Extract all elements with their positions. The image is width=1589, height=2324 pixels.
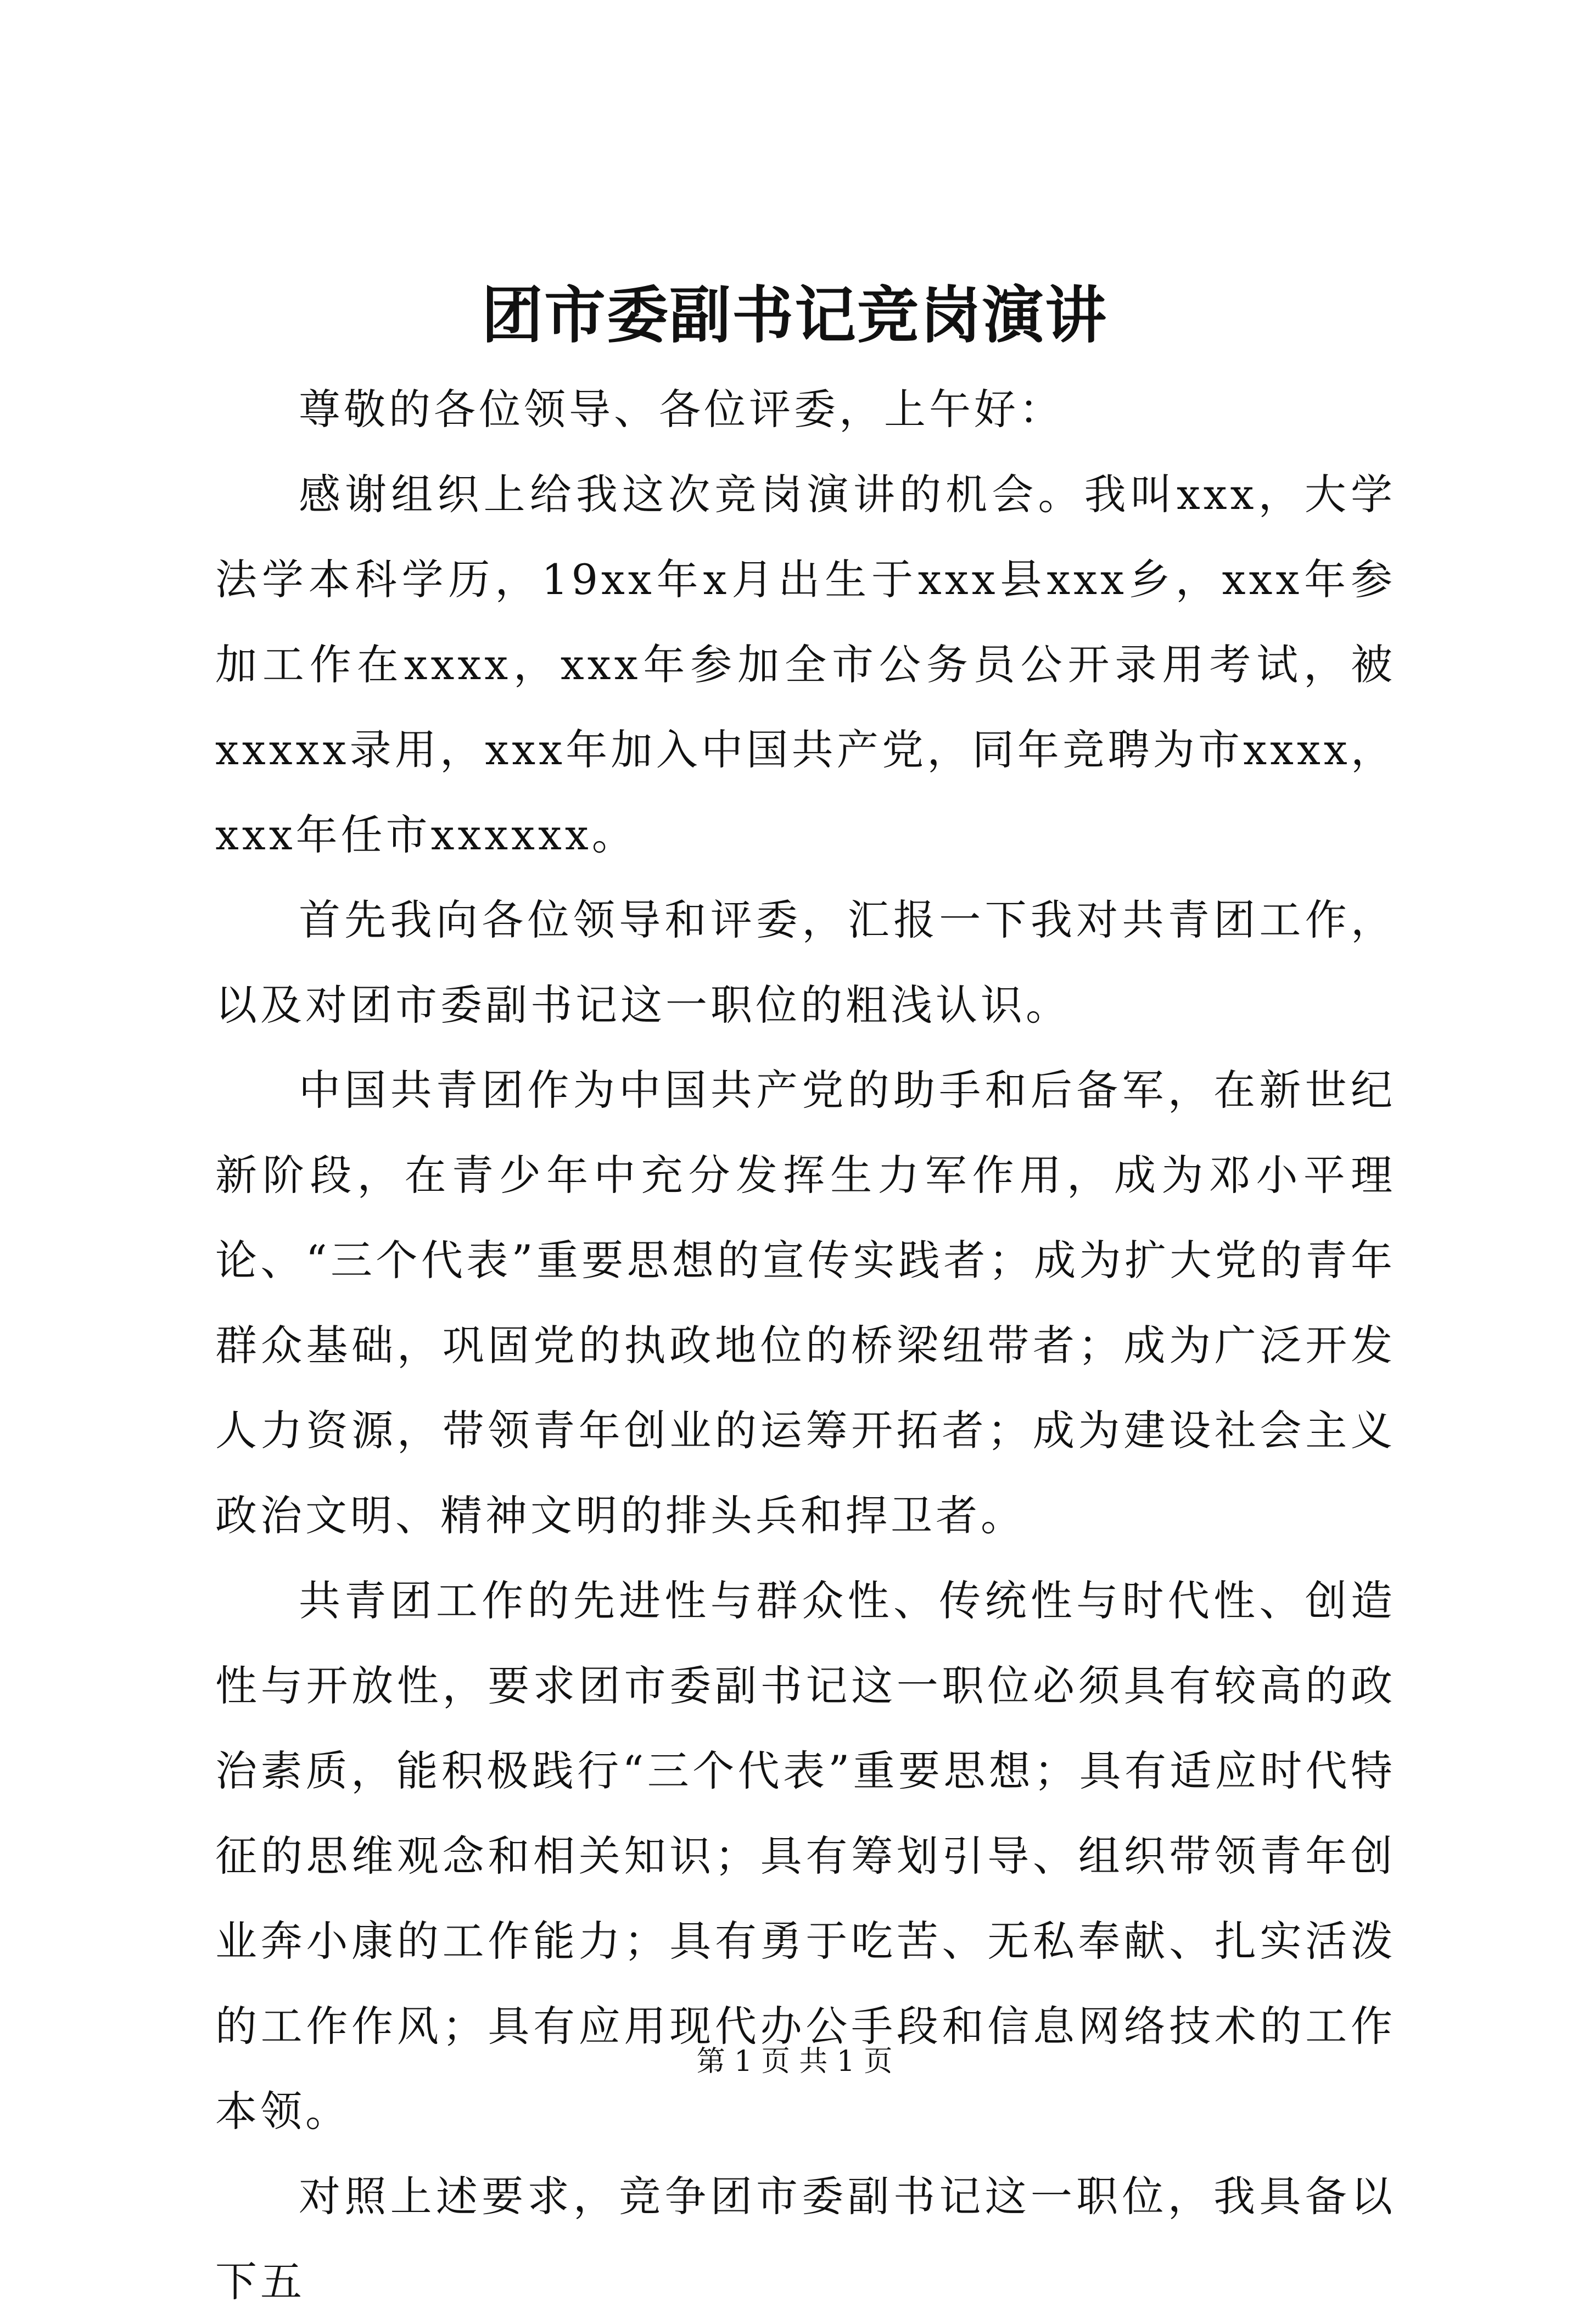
document-title: 团市委副书记竞岗演讲 xyxy=(482,279,1107,351)
paragraph-qualifications: 对照上述要求，竞争团市委副书记这一职位，我具备以下五 xyxy=(215,2172,1396,2306)
paragraph-self-introduction: 感谢组织上给我这次竞岗演讲的机会。我叫xxx，大学法学本科学历，19xx年x月出生于xxx县xxx乡，xxx年参加工作在xxxx，xxx年参加全市公务员公开录用考试，被xxxxx录用，xxx年加入中国共产党，同年竞聘为市xxxx，xxx年任市xxxxxx。 xyxy=(215,470,1396,859)
document-body xyxy=(215,367,1396,2324)
paragraph-youth-league-role: 中国共青团作为中国共产党的助手和后备军，在新世纪新阶段，在青少年中充分发挥生力军作用，成为邓小平理论、“三个代表”重要思想的宣传实践者；成为扩大党的青年群众基础，巩固党的执政地位的桥梁纽带者；成为广泛开发人力资源，带领青年创业的运筹开拓者；成为建设社会主义政治文明、精神文明的排头兵和捍卫者。 xyxy=(215,1066,1396,1540)
paragraph-greeting: 尊敬的各位领导、各位评委，上午好： xyxy=(299,385,1064,434)
paragraph-position-requirements: 共青团工作的先进性与群众性、传统性与时代性、创造性与开放性，要求团市委副书记这一职位必须具有较高的政治素质，能积极践行“三个代表”重要思想；具有适应时代特征的思维观念和相关知识；具有筹划引导、组织带领青年创业奔小康的工作能力；具有勇于吃苦、无私奉献、扎实活泼的工作作风；具有应用现代办公手段和信息网络技术的工作本领。 xyxy=(215,1576,1396,2136)
page-footer: 第 1 页 共 1 页 xyxy=(696,2045,893,2078)
paragraph-report-intro: 首先我向各位领导和评委，汇报一下我对共青团工作，以及对团市委副书记这一职位的粗浅认识。 xyxy=(215,895,1396,1029)
